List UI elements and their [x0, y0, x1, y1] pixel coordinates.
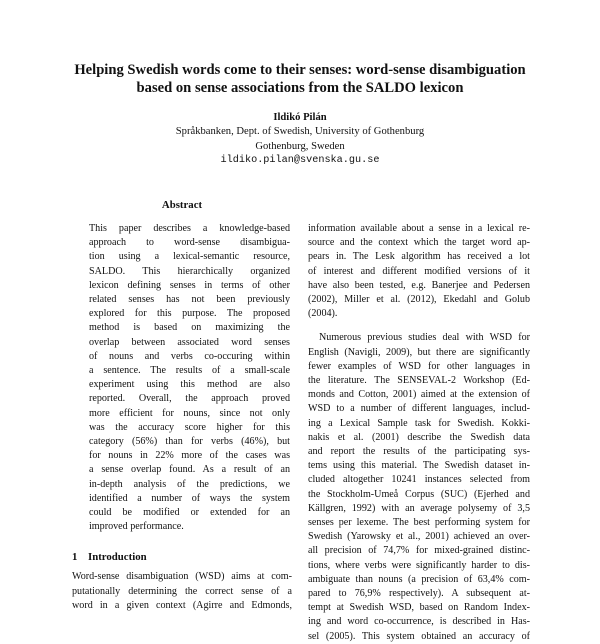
text-line: approach to word-sense disambigua- — [89, 237, 290, 249]
text-line: of nouns and verbs co-occuring within — [89, 350, 290, 362]
author-location: Gothenburg, Sweden — [255, 140, 345, 152]
text-line: tempt at Swedish WSD, based on Random Index- — [308, 602, 530, 614]
text-line: reported. Overall, the approach proved — [89, 393, 290, 405]
text-line: method is based on maximizing the — [89, 322, 290, 334]
text-line: overlap between associated word senses — [89, 336, 290, 348]
text-line: related senses has not been previously — [89, 294, 290, 306]
text-line: putationally determining the correct sense of a — [72, 585, 292, 597]
text-line: WSD to a number of different languages, includ- — [308, 403, 530, 415]
right-column — [308, 222, 530, 644]
abstract-heading: Abstract — [161, 199, 203, 211]
text-line: a sense overlap found. As a result of an — [89, 464, 290, 476]
text-line: category (56%) than for verbs (46%), but — [89, 436, 290, 448]
text-line: tions, where verbs were significantly harder to dis- — [308, 559, 530, 571]
text-line: tems using this material. The Swedish dataset in- — [308, 460, 530, 472]
text-line: pared to 76,9% respectively). A subsequent at- — [308, 588, 530, 600]
text-line: word in a given context (Agirre and Edmonds, — [72, 599, 292, 611]
text-line: ing a Lexical Sample task for Swedish. Kokki- — [308, 417, 530, 429]
text-line: sel (2005). This system obtained an accuracy of — [308, 630, 530, 642]
paragraph-1 — [308, 222, 530, 321]
text-line: SALDO. This hierarchically organized — [89, 265, 290, 277]
text-line: English (Navigli, 2009), but there are significantly — [308, 346, 530, 358]
title-line-1: Helping Swedish words come to their senses: word-sense disambiguation — [74, 62, 526, 78]
introduction-body — [72, 570, 292, 613]
text-line: could be modified or extended for an — [89, 507, 290, 519]
text-line: information available about a sense in a lexical re- — [308, 223, 530, 234]
author-block — [40, 111, 560, 169]
author-affiliation: Språkbanken, Dept. of Swedish, University of Gothenburg — [175, 126, 425, 138]
text-line: have also been tested, e.g. Banerjee and Pedersen — [308, 279, 530, 291]
text-line: source and the context which the target word ap- — [308, 237, 530, 249]
text-line: experiment using this method are also — [89, 379, 290, 391]
text-line: improved performance. — [89, 521, 184, 533]
abstract-body — [72, 222, 292, 534]
text-line: the Stockholm-Umeå Corpus (SUC) (Ejerhed and — [308, 488, 530, 500]
text-line: lexicon defining senses in terms of other — [89, 279, 290, 291]
text-line: a sentence. The results of a small-scale — [89, 365, 290, 377]
text-line: for nouns in 22% more of the cases was — [89, 450, 290, 462]
text-line: senses per lexeme. The best performing system for — [308, 517, 530, 529]
text-line: Word-sense disambiguation (WSD) aims at com- — [72, 571, 292, 583]
section-number: 1 — [72, 551, 78, 564]
text-line: in-depth analysis of the predictions, we — [89, 478, 290, 490]
text-line: ambiguate than nouns (a precision of 63,4% com- — [308, 573, 530, 585]
text-line: Källgren, 1992) with an average polysemy of 3,5 — [308, 502, 530, 514]
author-name: Ildikó Pilán — [273, 112, 327, 123]
section-heading-introduction — [72, 549, 292, 565]
text-line: nakis et al. (2001) describe the Swedish data — [308, 431, 530, 443]
title-line-2: based on sense associations from the SALDO lexicon — [136, 79, 464, 96]
text-line: tion using a lexical-semantic resource, — [89, 251, 290, 263]
section-title: Introduction — [88, 551, 147, 564]
text-line: and report the results of the participating sys- — [308, 446, 530, 458]
text-line: This paper describes a knowledge-based — [89, 223, 290, 234]
text-line: all precision of 74,7% for mixed-grained distinc- — [308, 545, 530, 557]
text-line: monds and Cotton, 2001) aimed at the extension of — [308, 389, 530, 401]
text-line: identified a number of ways the system — [89, 492, 290, 504]
text-line: was the accuracy score higher for this — [89, 421, 290, 433]
paper-title — [40, 62, 560, 97]
paragraph-2 — [308, 331, 530, 643]
text-line: cluded altogether 10241 instances selected from — [308, 474, 530, 486]
text-line: explored for this purpose. The proposed — [89, 308, 290, 320]
author-email[interactable]: ildiko.pilan@svenska.gu.se — [220, 155, 380, 167]
text-line: the literature. The SENSEVAL-2 Workshop (Ed- — [308, 375, 530, 387]
text-line: (2002), Miller et al. (2012), Ekedahl and Golub — [308, 294, 530, 306]
text-line: of interest and different modified versions of it — [308, 265, 530, 277]
text-line: fewer examples of WSD for other languages in — [308, 360, 530, 372]
text-line: ing and word co-occurrence, is described in Has- — [308, 616, 530, 628]
text-line: (2004). — [308, 308, 338, 320]
text-line: Swedish (Yarowsky et al., 2001) achieved an over- — [308, 531, 530, 543]
text-line: more efficient for nouns, since not only — [89, 407, 290, 419]
text-line: Numerous previous studies deal with WSD for — [319, 332, 530, 344]
left-column — [72, 198, 292, 613]
text-line: pears in. The Lesk algorithm has received a lot — [308, 251, 530, 263]
